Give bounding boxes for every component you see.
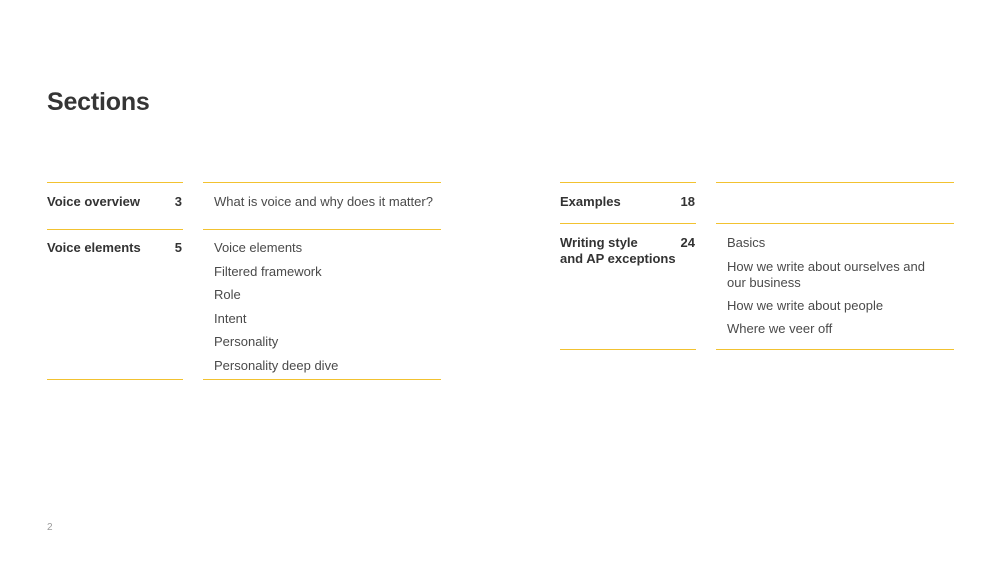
divider <box>716 349 954 350</box>
topic-item[interactable]: Where we veer off <box>727 321 833 336</box>
topic-item[interactable]: Filtered framework <box>214 264 322 279</box>
divider <box>47 379 183 380</box>
topic-item[interactable]: How we write about ourselves and our business <box>727 259 925 290</box>
topic-item[interactable]: How we write about people <box>727 298 884 313</box>
topic-item[interactable]: Personality <box>214 334 279 349</box>
section-title[interactable]: Voice elements <box>47 240 141 255</box>
divider <box>560 223 696 224</box>
divider <box>203 229 441 230</box>
divider <box>47 182 183 183</box>
topic-item[interactable]: Personality deep dive <box>214 358 339 373</box>
section-title[interactable]: Writing style and AP exceptions <box>560 235 676 266</box>
page-title: Sections <box>47 88 150 116</box>
topic-item[interactable]: What is voice and why does it matter? <box>214 194 433 209</box>
divider <box>47 229 183 230</box>
divider <box>560 349 696 350</box>
section-page-number: 24 <box>680 235 695 250</box>
topic-item[interactable]: Basics <box>727 235 766 250</box>
section-page-number: 18 <box>680 194 695 209</box>
divider <box>203 182 441 183</box>
divider <box>716 182 954 183</box>
divider <box>560 182 696 183</box>
page-number: 2 <box>47 522 53 533</box>
topic-item[interactable]: Intent <box>214 311 247 326</box>
section-page-number: 3 <box>174 194 182 209</box>
section-page-number: 5 <box>174 240 182 255</box>
divider <box>716 223 954 224</box>
topic-item[interactable]: Role <box>214 287 241 302</box>
section-title[interactable]: Examples <box>560 194 621 209</box>
topic-item[interactable]: Voice elements <box>214 240 303 255</box>
section-title[interactable]: Voice overview <box>47 194 140 209</box>
divider <box>203 379 441 380</box>
